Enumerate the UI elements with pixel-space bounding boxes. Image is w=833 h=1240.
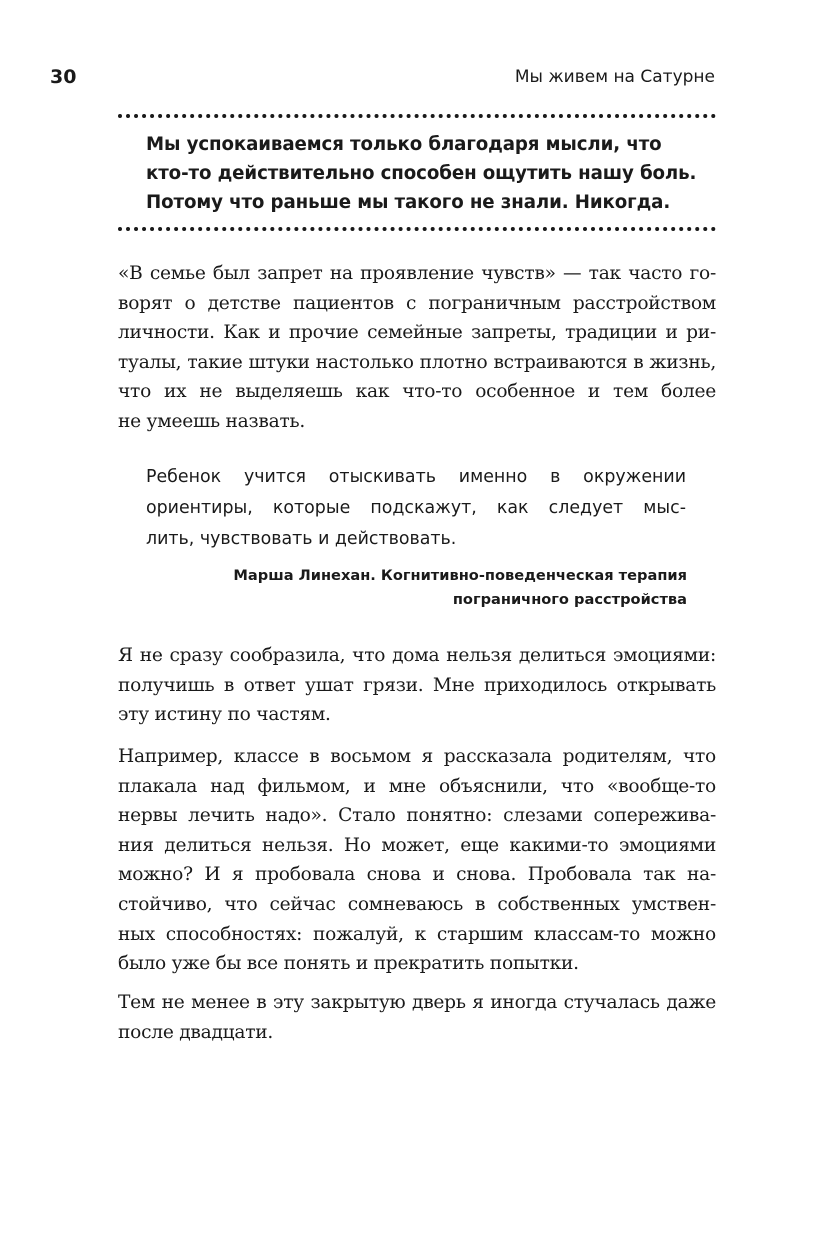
text-line: плакала над фильмом, и мне объяснили, что «вообще-то xyxy=(118,775,716,797)
text-line: стойчиво, что сейчас сомневаюсь в собственных умствен- xyxy=(118,893,716,915)
text-line: Тем не менее в эту закрытую дверь я иногда стучалась даже xyxy=(118,992,716,1013)
epigraph-quote xyxy=(146,462,686,555)
pullquote xyxy=(146,130,706,217)
pullquote-line: Потому что раньше мы такого не знали. Никогда. xyxy=(146,192,671,213)
epigraph-attribution xyxy=(233,564,687,612)
text-line: Например, классе в восьмом я рассказала родителям, что xyxy=(118,746,716,767)
page-number: 30 xyxy=(50,66,77,88)
text-line: ных способностях: пожалуй, к старшим классам-то можно xyxy=(118,923,716,945)
paragraph-family-bans xyxy=(118,259,716,437)
text-line: нервы лечить надо». Стало понятно: слезами сопережива- xyxy=(118,805,716,827)
running-title: Мы живем на Сатурне xyxy=(514,67,715,87)
text-line: после двадцати. xyxy=(118,1021,274,1043)
text-line: эту истину по частям. xyxy=(118,704,331,726)
pullquote-line: Мы успокаиваемся только благодаря мысли, что xyxy=(146,134,662,155)
attribution-line: пограничного расстройства xyxy=(452,591,687,608)
pullquote-top-divider xyxy=(118,114,716,118)
epigraph-line: ориентиры, которые подскажут, как следует мыс- xyxy=(146,498,686,518)
text-line: было уже бы все понять и прекратить попытки. xyxy=(118,953,579,975)
text-line: Я не сразу сообразила, что дома нельзя делиться эмоциями: xyxy=(118,645,716,666)
text-line: не умеешь назвать. xyxy=(118,410,306,432)
paragraph-closing xyxy=(118,988,716,1047)
pullquote-bottom-divider xyxy=(118,227,716,231)
epigraph-line: Ребенок учится отыскивать именно в окружении xyxy=(146,467,686,487)
text-line: что их не выделяешь как что-то особенное и тем более xyxy=(118,381,716,403)
pullquote-line: кто-то действительно способен ощутить нашу боль. xyxy=(146,163,697,184)
text-line: «В семье был запрет на проявление чувств» — так часто го- xyxy=(118,263,716,284)
text-line: ния делиться нельзя. Но может, еще какими-то эмоциями xyxy=(118,834,716,856)
paragraph-emotions xyxy=(118,641,716,730)
epigraph-line: лить, чувствовать и действовать. xyxy=(146,529,457,549)
paragraph-example xyxy=(118,742,716,979)
text-line: ворят о детстве пациентов с пограничным расстройством xyxy=(118,292,716,314)
text-line: можно? И я пробовала снова и снова. Пробовала так на- xyxy=(118,864,716,886)
attribution-line: Марша Линехан. Когнитивно-поведенческая терапия xyxy=(233,567,687,584)
text-line: получишь в ответ ушат грязи. Мне приходилось открывать xyxy=(118,674,716,696)
page-header xyxy=(50,66,715,90)
text-line: личности. Как и прочие семейные запреты, традиции и ри- xyxy=(118,322,716,344)
text-line: туалы, такие штуки настолько плотно встраиваются в жизнь, xyxy=(118,351,716,373)
